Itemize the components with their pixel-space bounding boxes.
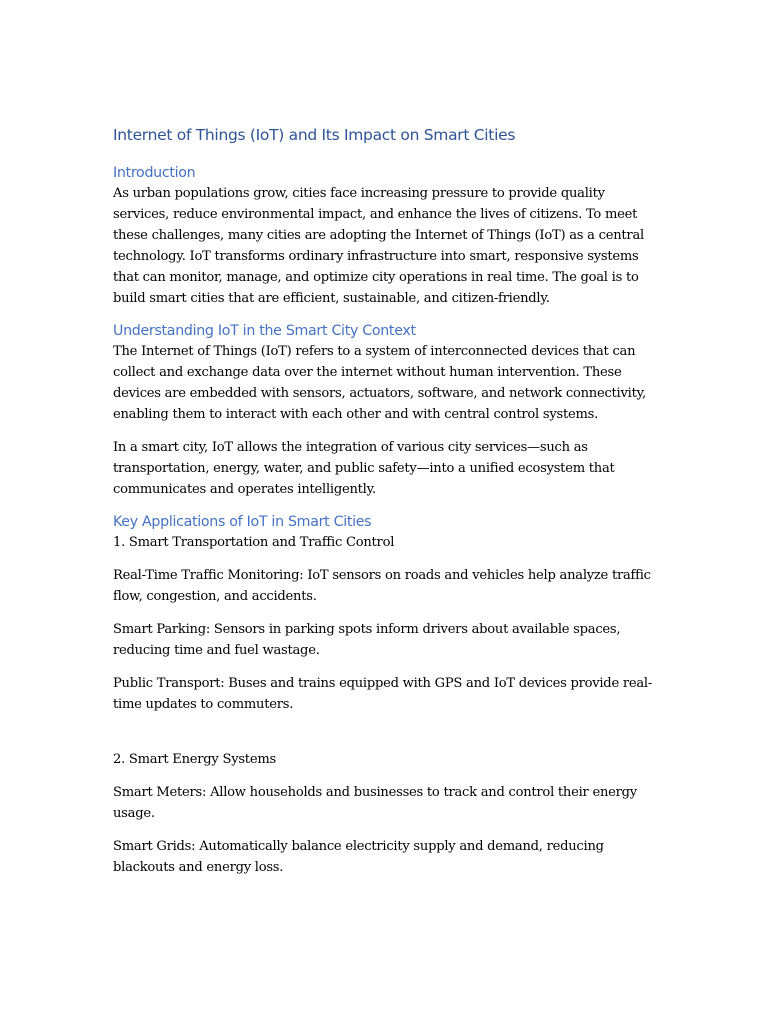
paragraph-iot-integration: In a smart city, IoT allows the integration of various city services—such as transportation, energy, water, and public safety—into a unified ecosystem that communicates and operates intelligently. xyxy=(113,440,615,497)
subheading-smart-energy: 2. Smart Energy Systems xyxy=(113,752,276,767)
document-body xyxy=(113,122,658,878)
subheading-smart-transportation: 1. Smart Transportation and Traffic Control xyxy=(113,535,395,550)
paragraph-traffic-monitoring: Real-Time Traffic Monitoring: IoT sensors on roads and vehicles help analyze traffic flow, congestion, and accidents. xyxy=(113,568,651,604)
paragraph-introduction: As urban populations grow, cities face increasing pressure to provide quality services, reduce environmental impact, and enhance the lives of citizens. To meet these challenges, many cities are adopting the Internet of Things (IoT) as a central technology. IoT transforms ordinary infrastructure into smart, responsive systems that can monitor, manage, and optimize city operations in real time. The goal is to build smart cities that are efficient, sustainable, and citizen-friendly. xyxy=(113,186,644,306)
paragraph-iot-definition: The Internet of Things (IoT) refers to a system of interconnected devices that can collect and exchange data over the internet without human intervention. These devices are embedded with sensors, actuators, software, and network connectivity, enabling them to interact with each other and with central control systems. xyxy=(113,344,646,422)
document-title: Internet of Things (IoT) and Its Impact on Smart Cities xyxy=(113,126,516,144)
paragraph-smart-parking: Smart Parking: Sensors in parking spots inform drivers about available spaces, reducing time and fuel wastage. xyxy=(113,622,621,658)
paragraph-smart-grids: Smart Grids: Automatically balance electricity supply and demand, reducing blackouts and energy loss. xyxy=(113,839,604,875)
heading-understanding-iot: Understanding IoT in the Smart City Context xyxy=(113,323,416,339)
heading-key-applications: Key Applications of IoT in Smart Cities xyxy=(113,514,372,530)
heading-introduction: Introduction xyxy=(113,165,196,181)
paragraph-public-transport: Public Transport: Buses and trains equipped with GPS and IoT devices provide real-time updates to commuters. xyxy=(113,676,653,712)
paragraph-smart-meters: Smart Meters: Allow households and businesses to track and control their energy usage. xyxy=(113,785,637,821)
